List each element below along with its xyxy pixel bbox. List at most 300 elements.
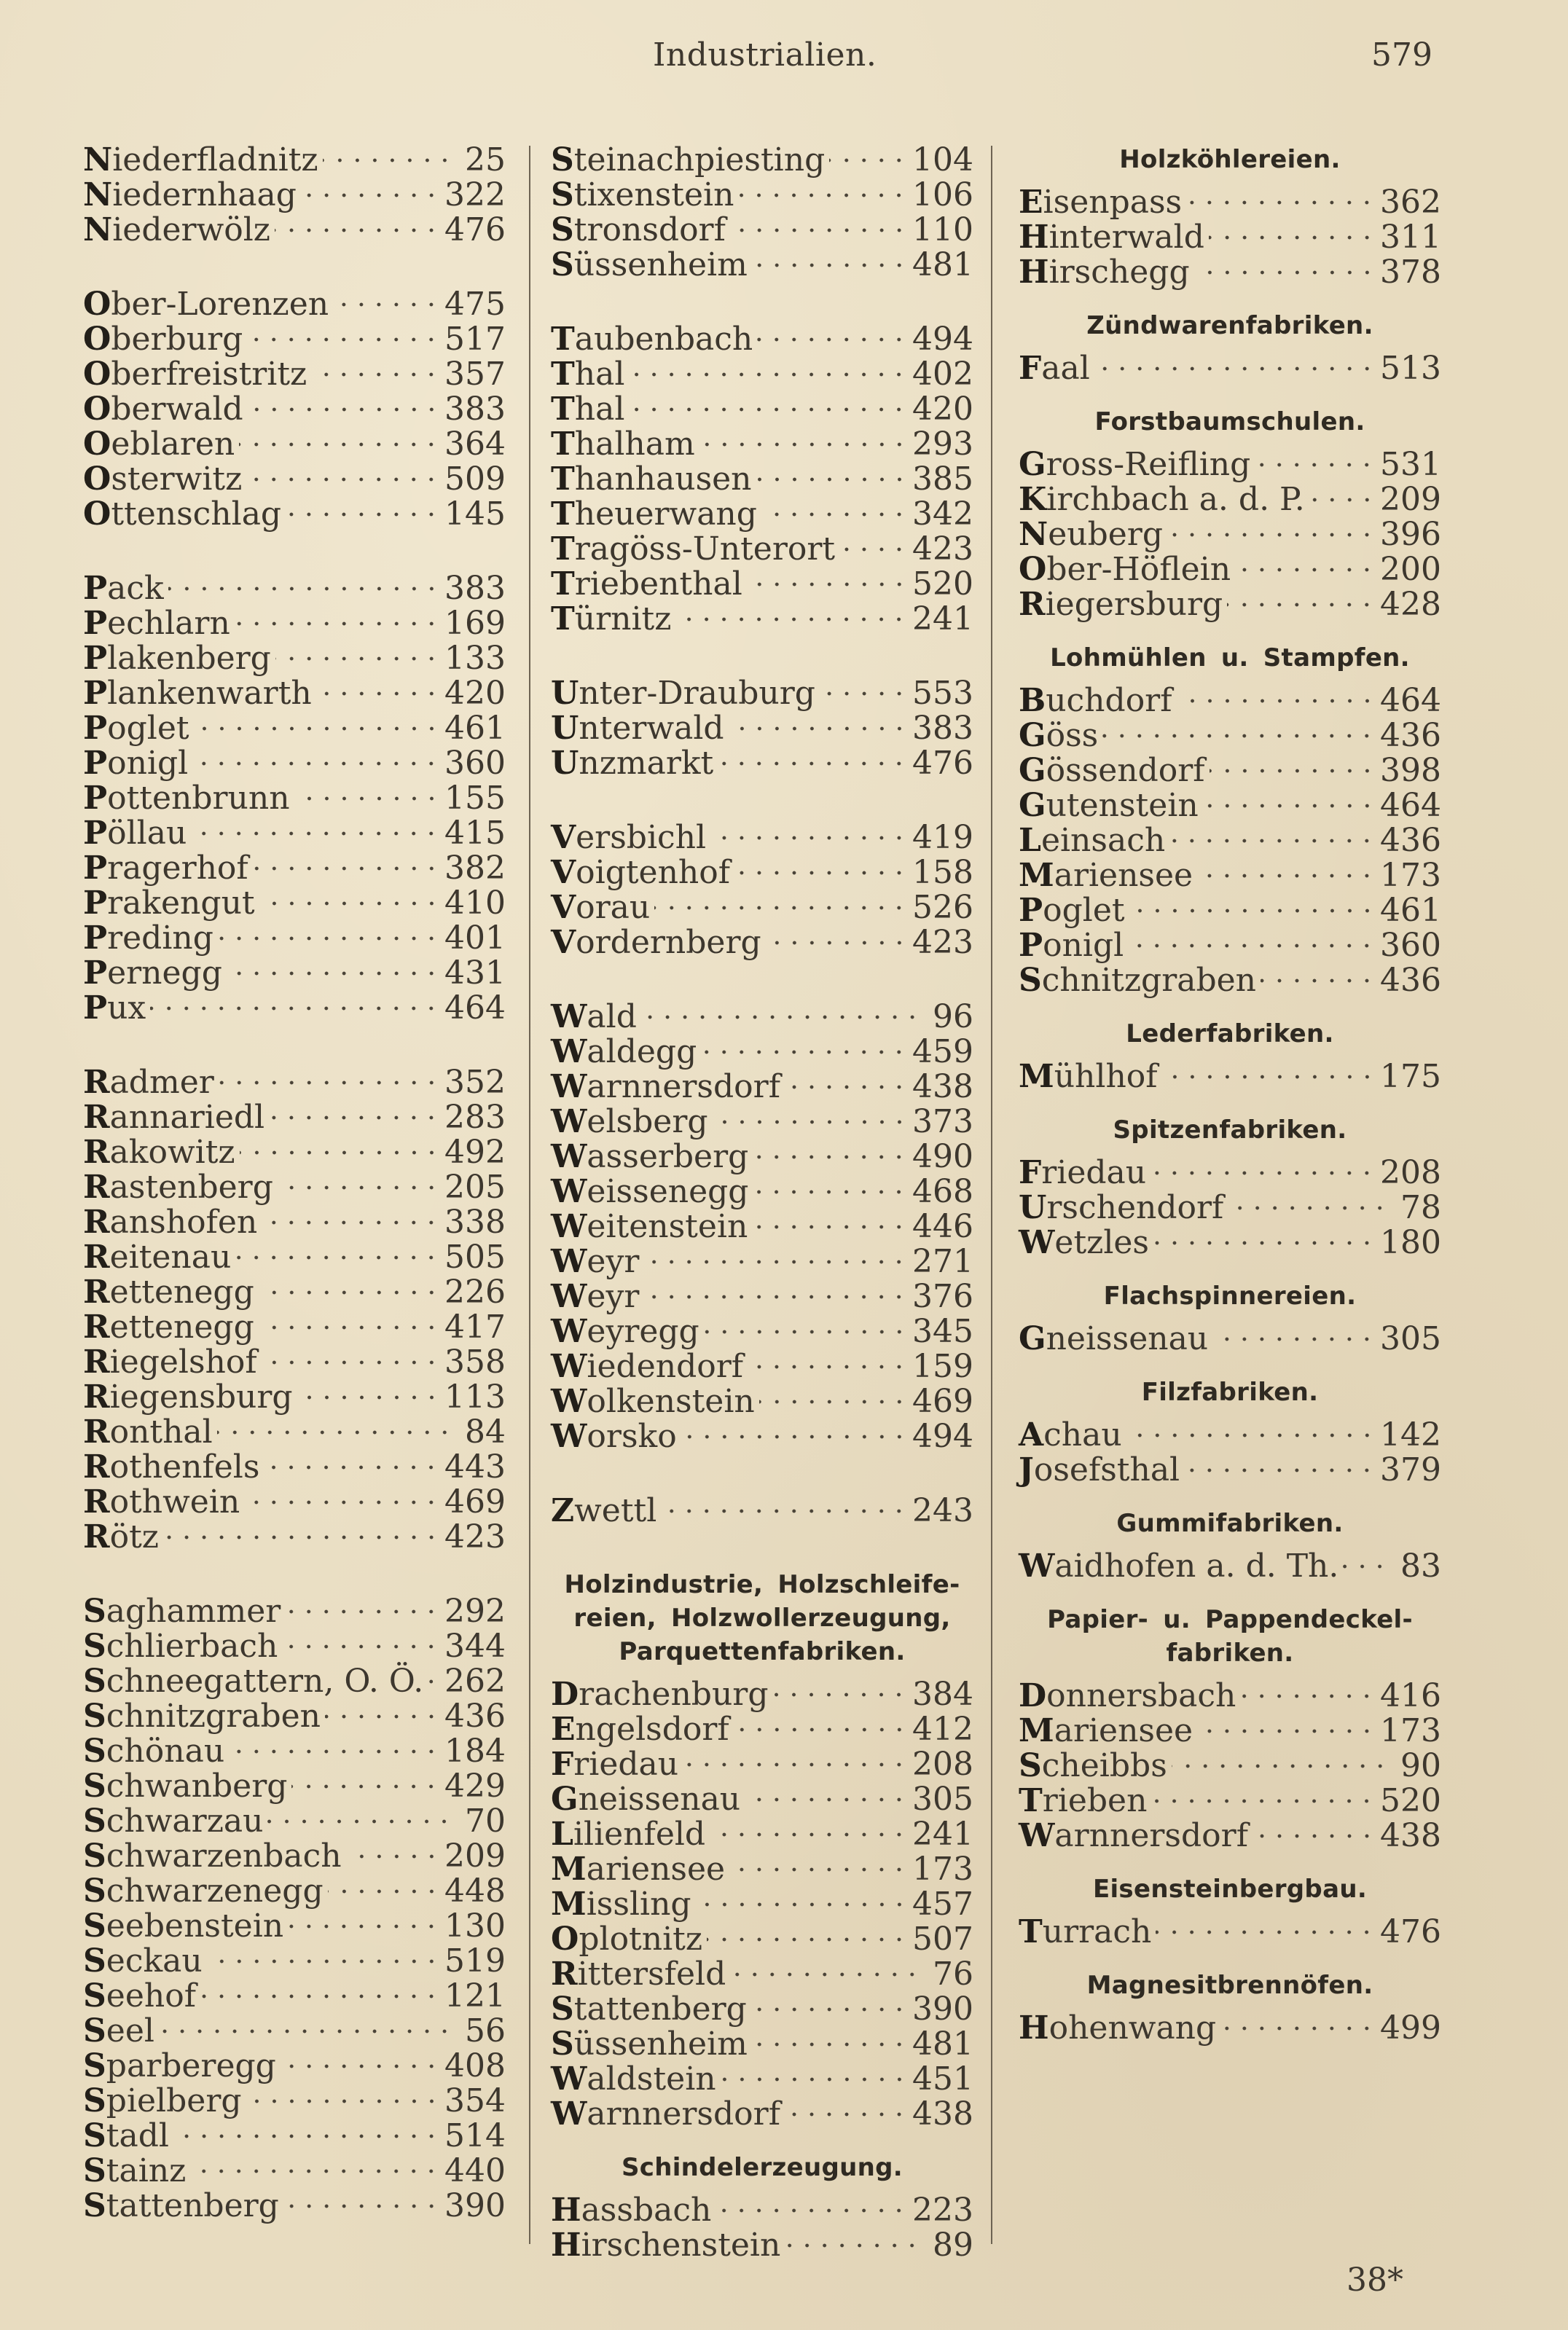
- entry-page-reference: 520: [912, 565, 973, 603]
- entry-place-name: Worsko: [551, 1418, 677, 1455]
- dot-leader: [1156, 1929, 1376, 1935]
- entry-place-name: Theuerwang: [551, 495, 757, 533]
- entry-page-reference: 436: [1380, 962, 1441, 999]
- dot-leader: [716, 2208, 908, 2213]
- index-entry: [551, 2027, 973, 2062]
- entry-page-reference: 354: [444, 2082, 506, 2119]
- index-entry: [1019, 1156, 1441, 1191]
- index-entry: [551, 1419, 973, 1454]
- dot-leader: [1172, 1763, 1389, 1769]
- entry-place-name: Niedernhaag: [83, 176, 297, 213]
- entry-page-reference: 226: [444, 1274, 506, 1311]
- index-entry: [1019, 1322, 1441, 1357]
- section-heading: Lohmühlen u. Stampfen.: [1050, 643, 1410, 672]
- dot-leader: [301, 192, 440, 198]
- entry-page-reference: 357: [444, 356, 506, 393]
- entry-page-reference: 208: [912, 1746, 973, 1783]
- index-column-1: [83, 143, 506, 2263]
- entry-place-name: Welsberg: [551, 1103, 708, 1140]
- entry-page-reference: 481: [912, 2025, 973, 2063]
- dot-leader: [1209, 235, 1376, 240]
- dot-leader: [286, 511, 440, 517]
- entry-page-reference: 283: [444, 1099, 506, 1136]
- entry-page-reference: 338: [444, 1204, 506, 1241]
- dot-leader: [1153, 1240, 1376, 1246]
- entry-place-name: Mariensee: [1019, 1712, 1193, 1749]
- index-entry: [1019, 351, 1441, 386]
- entry-place-name: Oeblaren: [83, 425, 235, 463]
- index-entry: [83, 2049, 506, 2084]
- letter-group: [551, 820, 973, 960]
- index-entry: [83, 462, 506, 497]
- dot-leader: [710, 1832, 908, 1837]
- entry-place-name: Sparberegg: [83, 2047, 276, 2084]
- dot-leader: [718, 761, 908, 766]
- index-entry: [83, 711, 506, 746]
- entry-page-reference: 364: [444, 425, 506, 463]
- entry-place-name: Scheibbs: [1019, 1747, 1167, 1784]
- entry-place-name: Trieben: [1019, 1782, 1148, 1819]
- index-entry: [551, 1174, 973, 1209]
- entry-page-reference: 293: [912, 425, 973, 463]
- entry-page-reference: 184: [444, 1733, 506, 1770]
- dot-leader: [729, 726, 908, 731]
- entry-page-reference: 416: [1380, 1677, 1441, 1714]
- index-column-2: [551, 143, 973, 2282]
- entry-page-reference: 423: [444, 1518, 506, 1556]
- entry-page-reference: 378: [1380, 254, 1441, 291]
- entry-page-reference: 526: [912, 889, 973, 926]
- index-entry: [83, 2154, 506, 2189]
- index-entry: [83, 851, 506, 886]
- entry-place-name: Neuberg: [1019, 516, 1163, 553]
- dot-leader: [283, 2203, 440, 2209]
- entry-page-reference: 443: [444, 1448, 506, 1486]
- dot-leader: [194, 726, 440, 731]
- entry-page-reference: 142: [1380, 1416, 1441, 1454]
- entry-page-reference: 384: [912, 1676, 973, 1713]
- dot-leader: [1094, 366, 1376, 372]
- dot-leader: [1255, 462, 1376, 468]
- entry-page-reference: 209: [444, 1837, 506, 1875]
- index-entry: [551, 178, 973, 213]
- entry-page-reference: 438: [1380, 1817, 1441, 1854]
- section-heading: Flachspinnereien.: [1103, 1282, 1357, 1311]
- dot-leader: [259, 1325, 440, 1330]
- section-heading: Holzköhlereien.: [1119, 145, 1341, 174]
- index-entry: [83, 1804, 506, 1839]
- entry-place-name: Pux: [83, 989, 146, 1027]
- dot-leader: [328, 1888, 440, 1894]
- industry-section: [1019, 1603, 1441, 1854]
- index-entry: [551, 1992, 973, 2027]
- entry-page-reference: 78: [1400, 1189, 1441, 1226]
- index-entry: [83, 1170, 506, 1205]
- dot-leader: [1220, 2025, 1376, 2031]
- dot-leader: [247, 337, 440, 342]
- dot-leader: [748, 1364, 908, 1370]
- entry-place-name: Rakowitz: [83, 1134, 235, 1171]
- letter-group: [551, 322, 973, 637]
- dot-leader: [219, 1080, 440, 1086]
- industry-section: [1019, 1507, 1441, 1584]
- dot-leader: [1253, 1833, 1376, 1839]
- index-entry: [83, 287, 506, 322]
- entry-place-name: Spielberg: [83, 2082, 242, 2119]
- dot-leader: [766, 940, 908, 946]
- index-entry: [551, 2228, 973, 2263]
- index-entry: [1019, 963, 1441, 998]
- entry-page-reference: 492: [444, 1134, 506, 1171]
- entry-place-name: Josefsthal: [1019, 1451, 1180, 1488]
- entry-place-name: Oberwald: [83, 391, 243, 428]
- index-entry: [551, 1852, 973, 1887]
- dot-leader: [1129, 908, 1376, 914]
- dot-leader: [713, 1119, 908, 1125]
- index-entry: [83, 357, 506, 392]
- index-entry: [1019, 823, 1441, 858]
- entry-page-reference: 451: [912, 2060, 973, 2098]
- entry-page-reference: 494: [912, 1418, 973, 1455]
- index-entry: [83, 1380, 506, 1415]
- entry-page-reference: 360: [444, 745, 506, 782]
- entry-place-name: Radmer: [83, 1064, 214, 1101]
- dot-leader: [1343, 1564, 1389, 1569]
- entry-page-reference: 155: [444, 780, 506, 817]
- entry-page-reference: 419: [912, 819, 973, 856]
- entry-page-reference: 446: [912, 1208, 973, 1245]
- entry-page-reference: 553: [912, 675, 973, 712]
- entry-page-reference: 476: [1380, 1913, 1441, 1950]
- index-entry: [83, 392, 506, 427]
- entry-page-reference: 401: [444, 919, 506, 957]
- entry-place-name: Stixenstein: [551, 176, 734, 213]
- index-entry: [551, 1957, 973, 1992]
- entry-place-name: Schwarzenbach: [83, 1837, 342, 1875]
- entry-place-name: Wiedendorf: [551, 1348, 744, 1385]
- entry-place-name: Eisenpass: [1019, 184, 1183, 221]
- dot-leader: [168, 586, 440, 592]
- entry-page-reference: 379: [1380, 1451, 1441, 1488]
- dot-leader: [643, 1259, 908, 1265]
- entry-place-name: Schwarzenegg: [83, 1872, 324, 1910]
- dot-leader: [643, 1294, 908, 1300]
- index-entry: [1019, 1714, 1441, 1749]
- dot-leader: [1210, 768, 1376, 774]
- entry-page-reference: 402: [912, 356, 973, 393]
- entry-page-reference: 110: [912, 211, 973, 248]
- index-entry: [1019, 1819, 1441, 1854]
- dot-leader: [730, 1972, 921, 1977]
- section-heading: Magnesitbrennöfen.: [1086, 1971, 1373, 2000]
- entry-place-name: Gutenstein: [1019, 787, 1199, 824]
- industry-section: [1019, 143, 1441, 290]
- index-entry: [551, 1349, 973, 1384]
- entry-place-name: Süssenheim: [551, 246, 748, 283]
- entry-place-name: Preding: [83, 919, 213, 957]
- index-entry: [83, 746, 506, 781]
- entry-page-reference: 428: [1380, 586, 1441, 623]
- entry-page-reference: 509: [444, 460, 506, 498]
- entry-page-reference: 342: [912, 495, 973, 533]
- index-entry: [551, 855, 973, 890]
- entry-page-reference: 461: [1380, 892, 1441, 929]
- entry-page-reference: 429: [444, 1768, 506, 1805]
- index-entry: [1019, 1225, 1441, 1260]
- entry-page-reference: 311: [1380, 219, 1441, 256]
- index-entry: [1019, 255, 1441, 290]
- entry-place-name: Weitenstein: [551, 1208, 748, 1245]
- entry-page-reference: 385: [912, 460, 973, 498]
- dot-leader: [785, 2243, 921, 2248]
- page-header: [0, 36, 1568, 80]
- dot-leader: [244, 1499, 440, 1505]
- entry-page-reference: 382: [444, 850, 506, 887]
- dot-leader: [1102, 733, 1376, 739]
- index-entry: [551, 1279, 973, 1314]
- entry-page-reference: 481: [912, 246, 973, 283]
- entry-page-reference: 417: [444, 1309, 506, 1346]
- entry-page-reference: 70: [465, 1803, 506, 1840]
- entry-page-reference: 469: [912, 1383, 973, 1420]
- entry-place-name: Thalham: [551, 425, 695, 463]
- index-entry: [83, 1944, 506, 1979]
- entry-page-reference: 448: [444, 1872, 506, 1910]
- index-entry: [1019, 788, 1441, 823]
- index-entry: [551, 497, 973, 532]
- index-entry: [551, 1494, 973, 1529]
- entry-page-reference: 436: [1380, 717, 1441, 754]
- entry-page-reference: 420: [912, 391, 973, 428]
- entry-place-name: Riegensburg: [83, 1378, 293, 1416]
- entry-page-reference: 468: [912, 1173, 973, 1210]
- entry-place-name: Waidhofen a. d. Th.: [1019, 1548, 1339, 1585]
- index-entry: [1019, 718, 1441, 753]
- entry-place-name: Niederwölz: [83, 211, 270, 248]
- entry-place-name: Oplotnitz: [551, 1921, 703, 1958]
- dot-leader: [323, 157, 453, 163]
- section-heading: Forstbaumschulen.: [1094, 407, 1365, 436]
- dot-leader: [710, 835, 908, 841]
- entry-page-reference: 130: [444, 1907, 506, 1945]
- dot-leader: [785, 2111, 908, 2117]
- entry-page-reference: 158: [912, 854, 973, 891]
- entry-place-name: Pack: [83, 570, 164, 607]
- dot-leader: [288, 1923, 440, 1929]
- index-entry: [83, 2014, 506, 2049]
- index-entry: [83, 676, 506, 711]
- index-entry: [1019, 1191, 1441, 1225]
- letter-group: [83, 287, 506, 532]
- entry-place-name: Schnitzgraben: [83, 1698, 321, 1735]
- index-entry: [83, 1699, 506, 1734]
- dot-leader: [346, 1854, 440, 1859]
- dot-leader: [704, 1329, 908, 1335]
- index-entry: [551, 143, 973, 178]
- entry-place-name: Seckau: [83, 1942, 203, 1980]
- dot-leader: [629, 372, 908, 377]
- index-entry: [83, 322, 506, 357]
- index-entry: [1019, 185, 1441, 220]
- entry-place-name: Mariensee: [551, 1851, 726, 1888]
- entry-place-name: Rastenberg: [83, 1169, 273, 1206]
- entry-place-name: Buchdorf: [1019, 682, 1172, 719]
- dot-leader: [240, 1150, 440, 1156]
- entry-place-name: Weyr: [551, 1243, 640, 1280]
- entry-page-reference: 390: [912, 1990, 973, 2028]
- entry-place-name: Rettenegg: [83, 1309, 254, 1346]
- entry-place-name: Waldegg: [551, 1033, 697, 1070]
- entry-page-reference: 180: [1380, 1224, 1441, 1261]
- dot-leader: [235, 1255, 440, 1260]
- index-entry: [83, 1100, 506, 1135]
- entry-page-reference: 415: [444, 815, 506, 852]
- industry-section: [1019, 641, 1441, 998]
- index-entry: [83, 427, 506, 462]
- entry-page-reference: 431: [444, 954, 506, 992]
- dot-leader: [229, 1749, 440, 1754]
- dot-leader: [235, 621, 440, 627]
- entry-page-reference: 133: [444, 640, 506, 677]
- entry-page-reference: 106: [912, 176, 973, 213]
- entry-place-name: Süssenheim: [551, 2025, 748, 2063]
- index-entry: [83, 1629, 506, 1664]
- entry-page-reference: 469: [444, 1483, 506, 1521]
- index-entry: [551, 820, 973, 855]
- index-entry: [1019, 482, 1441, 517]
- index-entry: [83, 2119, 506, 2154]
- index-entry: [83, 2084, 506, 2119]
- index-entry: [83, 1979, 506, 2014]
- entry-page-reference: 173: [1380, 857, 1441, 894]
- entry-place-name: Triebenthal: [551, 565, 742, 603]
- dot-leader: [1197, 1728, 1376, 1734]
- dot-leader: [173, 2133, 440, 2139]
- entry-place-name: Poglet: [83, 710, 189, 747]
- entry-page-reference: 494: [912, 321, 973, 358]
- index-entry: [551, 1677, 973, 1712]
- entry-page-reference: 241: [912, 1816, 973, 1853]
- dot-leader: [325, 1714, 440, 1719]
- index-entry: [551, 1105, 973, 1139]
- entry-place-name: Hassbach: [551, 2192, 712, 2229]
- dot-leader: [1186, 200, 1376, 205]
- entry-page-reference: 514: [444, 2117, 506, 2154]
- entry-page-reference: 505: [444, 1239, 506, 1276]
- dot-leader: [159, 2028, 453, 2034]
- entry-place-name: Mariensee: [1019, 857, 1193, 894]
- dot-leader: [1126, 1432, 1376, 1438]
- entry-place-name: Warnnersdorf: [551, 2095, 780, 2133]
- index-entry: [83, 1520, 506, 1555]
- dot-leader: [738, 192, 908, 198]
- dot-leader: [163, 1534, 440, 1540]
- entry-page-reference: 243: [912, 1492, 973, 1529]
- dot-leader: [1167, 532, 1376, 538]
- dot-leader: [721, 2076, 908, 2082]
- index-entry: [551, 925, 973, 960]
- index-entry: [83, 213, 506, 248]
- dot-leader: [246, 2098, 440, 2104]
- index-entry: [1019, 1453, 1441, 1488]
- dot-leader: [1194, 270, 1376, 275]
- entry-place-name: Göss: [1019, 717, 1099, 754]
- index-entry: [1019, 552, 1441, 587]
- section-heading: Schindelerzeugung.: [621, 2153, 903, 2182]
- entry-place-name: Oberburg: [83, 321, 243, 358]
- entry-page-reference: 459: [912, 1033, 973, 1070]
- dot-leader: [751, 2007, 908, 2012]
- dot-leader: [734, 1727, 908, 1733]
- entry-place-name: Ronthal: [83, 1413, 213, 1451]
- entry-page-reference: 113: [444, 1378, 506, 1416]
- index-entry: [551, 2193, 973, 2228]
- entry-place-name: Saghammer: [83, 1593, 281, 1630]
- entry-page-reference: 436: [444, 1698, 506, 1735]
- index-entry: [83, 1909, 506, 1944]
- entry-page-reference: 383: [444, 391, 506, 428]
- index-entry: [1019, 587, 1441, 622]
- entry-page-reference: 423: [912, 530, 973, 568]
- entry-place-name: Pragerhof: [83, 850, 248, 887]
- entry-place-name: Ober-Lorenzen: [83, 286, 329, 323]
- dot-leader: [1228, 1205, 1389, 1211]
- entry-page-reference: 519: [444, 1942, 506, 1980]
- entry-place-name: Oberfreistritz: [83, 356, 307, 393]
- industry-section: [1019, 405, 1441, 622]
- index-entry: [551, 1747, 973, 1782]
- index-entry: [83, 1240, 506, 1275]
- industry-section: [1019, 1969, 1441, 2046]
- dot-leader: [253, 866, 440, 871]
- dot-leader: [1227, 602, 1376, 608]
- index-entry: [83, 1734, 506, 1769]
- dot-leader: [756, 476, 908, 482]
- dot-leader: [269, 1115, 440, 1121]
- dot-leader: [761, 511, 908, 517]
- entry-page-reference: 410: [444, 884, 506, 922]
- entry-page-reference: 420: [444, 675, 506, 712]
- dot-leader: [675, 616, 908, 622]
- dot-leader: [264, 1464, 440, 1470]
- index-entry: [551, 1817, 973, 1852]
- section-heading: Papier- u. Pappendeckel-fabriken.: [1047, 1605, 1413, 1668]
- entry-place-name: Riegelshof: [83, 1344, 257, 1381]
- dot-leader: [729, 1867, 908, 1872]
- entry-page-reference: 305: [1380, 1320, 1441, 1357]
- index-entry: [551, 213, 973, 248]
- entry-place-name: Engelsdorf: [551, 1711, 729, 1748]
- dot-leader: [1203, 803, 1376, 809]
- entry-page-reference: 476: [444, 211, 506, 248]
- dot-leader: [150, 1005, 440, 1011]
- index-entry: [551, 567, 973, 602]
- letter-group: [83, 571, 506, 1026]
- industry-section: [1019, 1376, 1441, 1488]
- industry-section: [1019, 1279, 1441, 1357]
- entry-page-reference: 209: [1380, 481, 1441, 518]
- entry-place-name: Seehof: [83, 1977, 196, 2015]
- index-entry: [83, 1345, 506, 1380]
- entry-place-name: Wetzles: [1019, 1224, 1150, 1261]
- entry-place-name: Hirschenstein: [551, 2227, 781, 2264]
- letter-group: [83, 1065, 506, 1555]
- entry-place-name: Unzmarkt: [551, 745, 714, 782]
- dot-leader: [752, 262, 908, 268]
- index-entry: [83, 781, 506, 816]
- entry-place-name: Wasserberg: [551, 1138, 749, 1175]
- index-entry: [551, 1887, 973, 1922]
